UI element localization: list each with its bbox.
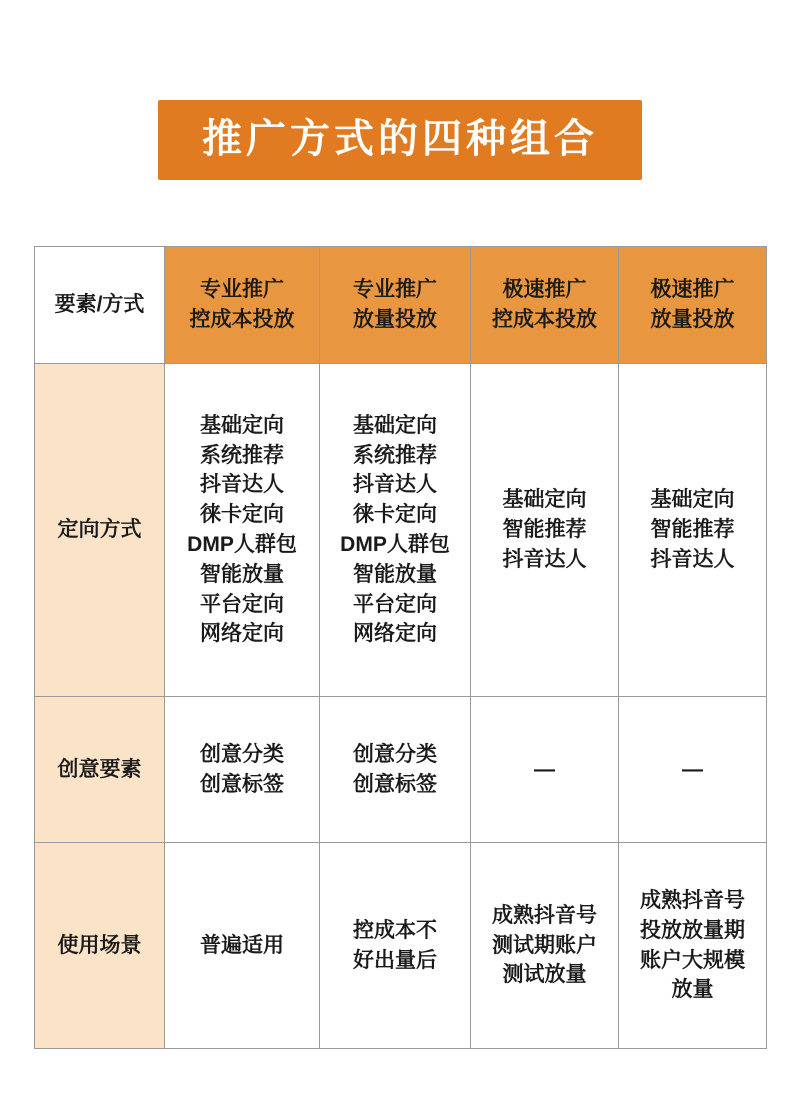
cell-line: DMP人群包 <box>187 533 297 556</box>
column-header-line: 控成本投放 <box>189 308 295 331</box>
cell-creative-fast-volume: — <box>619 697 767 843</box>
cell-line: 成熟抖音号 <box>640 888 745 912</box>
cell-line: 账户大规模 <box>640 948 745 972</box>
cell-scenario-fast-volume <box>619 843 767 1049</box>
cell-line: 创意分类 <box>353 742 437 766</box>
cell-line: 成熟抖音号 <box>492 903 597 927</box>
cell-line: 好出量后 <box>353 948 437 972</box>
comparison-table-wrap <box>34 246 766 1049</box>
page-title: 推广方式的四种组合 <box>158 100 642 180</box>
cell-line: 抖音达人 <box>650 547 735 571</box>
cell-line: 平台定向 <box>353 592 437 616</box>
column-header-fast-volume <box>619 247 767 364</box>
cell-line: 放量 <box>671 978 714 1002</box>
poster-page <box>0 100 800 1113</box>
cell-line: 基础定向 <box>353 413 437 437</box>
cell-line: 智能放量 <box>353 562 437 586</box>
cell-line: 平台定向 <box>200 592 284 616</box>
cell-line: 创意分类 <box>200 742 284 766</box>
row-label-targeting: 定向方式 <box>35 364 165 697</box>
cell-line: 智能推荐 <box>502 518 587 542</box>
row-label-creative: 创意要素 <box>35 697 165 843</box>
title-area <box>0 100 800 180</box>
cell-line: 抖音达人 <box>502 547 587 571</box>
cell-line: 创意标签 <box>200 772 284 796</box>
cell-line: 网络定向 <box>353 622 437 646</box>
column-header-line: 控成本投放 <box>492 308 597 331</box>
column-header-pro-volume <box>320 247 471 364</box>
cell-line: 基础定向 <box>200 413 284 437</box>
table-header-row <box>35 247 767 364</box>
cell-scenario-pro-volume <box>320 843 471 1049</box>
cell-creative-pro-cost <box>165 697 320 843</box>
cell-line: 徕卡定向 <box>200 503 284 527</box>
cell-scenario-pro-cost <box>165 843 320 1049</box>
row-label-scenario: 使用场景 <box>35 843 165 1049</box>
cell-line: 控成本不 <box>353 918 437 942</box>
cell-line: 抖音达人 <box>353 473 437 497</box>
cell-creative-pro-volume <box>320 697 471 843</box>
table-row <box>35 697 767 843</box>
column-header-line: 放量投放 <box>650 308 735 331</box>
cell-line: 普遍适用 <box>200 933 284 957</box>
cell-line: 智能放量 <box>200 562 284 586</box>
column-header-line: 极速推广 <box>502 278 587 302</box>
column-header-pro-cost <box>165 247 320 364</box>
cell-line: 基础定向 <box>502 488 587 512</box>
cell-line: 抖音达人 <box>200 473 284 497</box>
table-row <box>35 364 767 697</box>
column-header-line: 专业推广 <box>353 278 437 302</box>
cell-line: 智能推荐 <box>650 518 735 542</box>
cell-creative-fast-cost: — <box>471 697 619 843</box>
cell-line: 网络定向 <box>200 622 284 646</box>
cell-line: 基础定向 <box>650 488 735 512</box>
cell-scenario-fast-cost <box>471 843 619 1049</box>
cell-line: 测试期账户 <box>492 933 597 957</box>
cell-targeting-fast-cost <box>471 364 619 697</box>
cell-line: 测试放量 <box>502 963 587 987</box>
cell-line: DMP人群包 <box>340 533 450 556</box>
column-header-fast-cost <box>471 247 619 364</box>
cell-targeting-fast-volume <box>619 364 767 697</box>
cell-line: 系统推荐 <box>200 443 284 467</box>
cell-line: 投放放量期 <box>640 918 745 942</box>
column-header-line: 极速推广 <box>650 278 735 302</box>
table-row <box>35 843 767 1049</box>
cell-line: 创意标签 <box>353 772 437 796</box>
column-header-line: 专业推广 <box>200 278 284 302</box>
cell-line: 徕卡定向 <box>353 503 437 527</box>
comparison-table <box>34 246 767 1049</box>
cell-targeting-pro-cost <box>165 364 320 697</box>
table-corner-label: 要素/方式 <box>35 247 165 364</box>
cell-line: 系统推荐 <box>353 443 437 467</box>
cell-targeting-pro-volume <box>320 364 471 697</box>
column-header-line: 放量投放 <box>353 308 437 331</box>
